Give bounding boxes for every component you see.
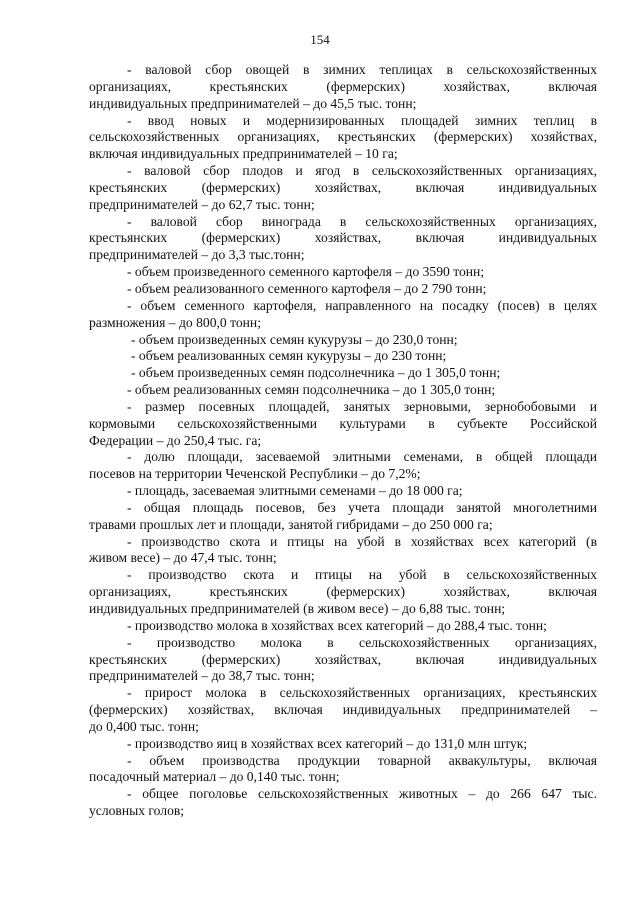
text-line: размножения – до 800,0 тонн; [89,314,261,330]
text-line: - объем реализованного семенного картофеля – до 2 790 тонн; [127,280,487,296]
page-number: 154 [310,32,330,47]
text-line: крестьянских (фермерских) хозяйствах, включая индивидуальных [89,179,597,195]
text-line: - общая площадь посевов, без учета площади занятой многолетними [127,499,597,515]
text-line: - долю площади, засеваемой элитными семенами, в общей площади [127,449,597,465]
text-line: - площадь, засеваемая элитными семенами – до 18 000 га; [127,483,463,499]
text-line: индивидуальных предпринимателей (в живом весе) – до 6,88 тыс. тонн; [89,601,506,616]
text-line: предпринимателей – до 3,3 тыс.тонн; [89,247,305,263]
text-line: - объем производства продукции товарной аквакультуры, включая [127,752,597,768]
text-line: (фермерских) хозяйствах, включая индивидуальных предпринимателей – [89,702,597,718]
text-line: организациях, крестьянских (фермерских) хозяйствах, включая [89,78,597,94]
text-line: условных голов; [89,803,185,819]
text-line: посевов на территории Чеченской Республики – до 7,2%; [89,466,421,482]
text-line: - валовой сбор плодов и ягод в сельскохозяйственных организациях, [127,163,597,179]
text-line: организациях, крестьянских (фермерских) хозяйствах, включая [89,584,597,600]
text-line: - размер посевных площадей, занятых зерновыми, зернобобовыми и [127,398,597,414]
text-line: крестьянских (фермерских) хозяйствах, включая индивидуальных [89,651,597,667]
text-line: - производство скота и птицы на убой в сельскохозяйственных [127,567,597,583]
text-line: - ввод новых и модернизированных площадей зимних теплиц в [127,112,597,128]
text-line: - прирост молока в сельскохозяйственных организациях, крестьянских [127,685,597,701]
text-line: предпринимателей – до 38,7 тыс. тонн; [89,668,315,684]
text-line: - валовой сбор овощей в зимних теплицах в сельскохозяйственных [127,62,597,77]
text-line: - объем семенного картофеля, направленного на посадку (посев) в целях [127,297,597,313]
text-line: живом весе) – до 47,4 тыс. тонн; [89,550,277,566]
text-line: - объем реализованных семян подсолнечника – до 1 305,0 тонн; [127,382,496,398]
text-line: посадочный материал – до 0,140 тыс. тонн; [89,769,340,785]
text-line: - объем произведенного семенного картофеля – до 3590 тонн; [127,264,485,280]
text-line: включая индивидуальных предпринимателей – 10 га; [89,146,398,162]
text-line: Федерации – до 250,4 тыс. га; [89,432,262,448]
text-line: травами прошлых лет и площади, занятой гибридами – до 250 000 га; [89,516,493,532]
text-line: - объем реализованных семян кукурузы – до 230 тонн; [131,348,447,364]
text-line: - производство скота и птицы на убой в хозяйствах всех категорий (в [127,533,597,549]
text-line: сельскохозяйственных организациях, крестьянских (фермерских) хозяйствах, [89,129,597,145]
text-line: - общее поголовье сельскохозяйственных животных – до 266 647 тыс. [127,786,597,802]
text-line: кормовыми сельскохозяйственными культурами в субъекте Российской [89,415,597,431]
text-line: - валовой сбор винограда в сельскохозяйственных организациях, [127,213,597,229]
text-line: - производство яиц в хозяйствах всех категорий – до 131,0 млн штук; [127,735,528,751]
document-body [89,62,597,820]
text-line: до 0,400 тыс. тонн; [89,718,199,734]
text-line: крестьянских (фермерских) хозяйствах, включая индивидуальных [89,230,597,246]
text-line: - производство молока в сельскохозяйственных организациях, [127,634,597,650]
text-line: предпринимателей – до 62,7 тыс. тонн; [89,196,315,212]
text-line: - объем произведенных семян кукурузы – до 230,0 тонн; [131,331,458,347]
text-line: - производство молока в хозяйствах всех категорий – до 288,4 тыс. тонн; [127,617,547,633]
text-line: индивидуальных предпринимателей – до 45,5 тыс. тонн; [89,95,417,111]
text-line: - объем произведенных семян подсолнечника – до 1 305,0 тонн; [131,365,501,381]
